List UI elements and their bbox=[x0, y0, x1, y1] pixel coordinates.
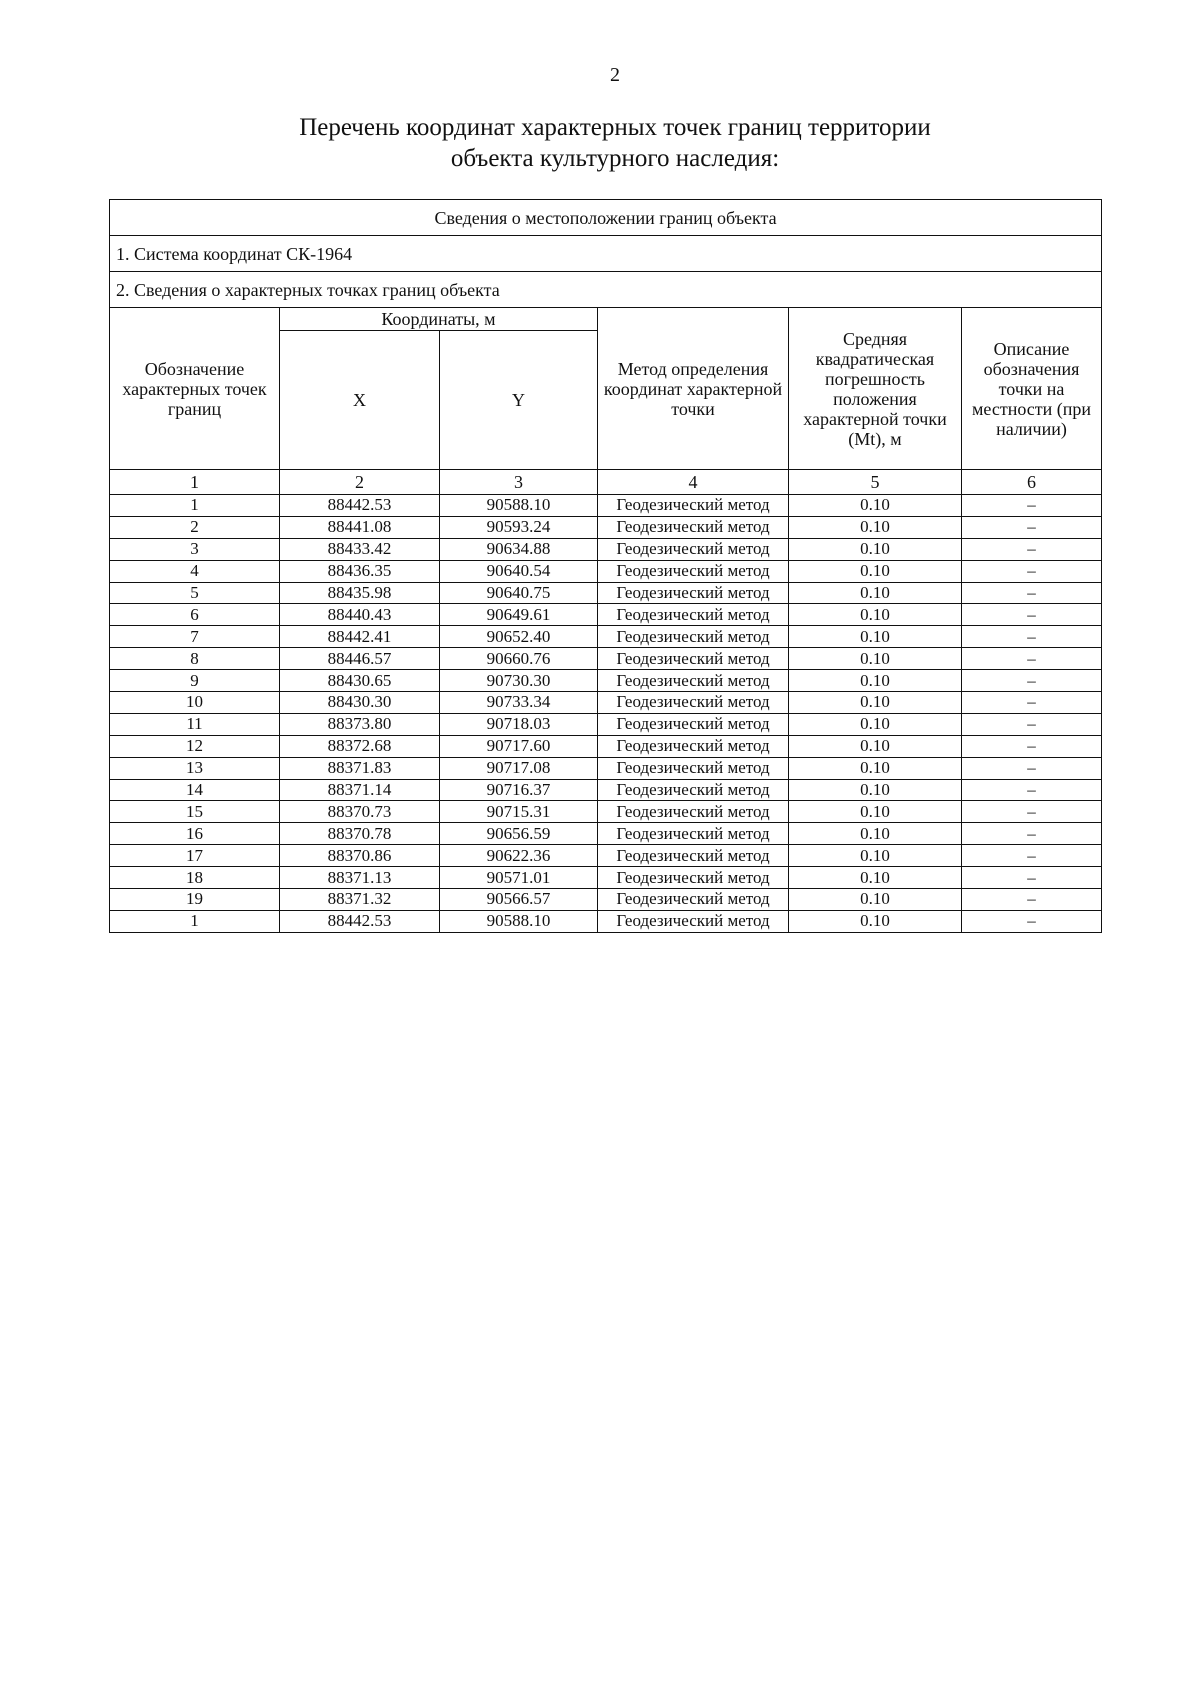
table-row bbox=[110, 516, 1102, 538]
cell-y: 90588.10 bbox=[440, 910, 598, 932]
cell-y: 90660.76 bbox=[440, 648, 598, 670]
column-number: 3 bbox=[440, 470, 598, 495]
cell-error: 0.10 bbox=[789, 560, 962, 582]
table-row bbox=[110, 779, 1102, 801]
cell-method: Геодезический метод bbox=[598, 692, 789, 714]
cell-error: 0.10 bbox=[789, 779, 962, 801]
coordinates-table bbox=[109, 199, 1102, 933]
cell-description: – bbox=[962, 516, 1102, 538]
cell-error: 0.10 bbox=[789, 713, 962, 735]
header-error: Средняя квадратическая погрешность положения характерной точки (Mt), м bbox=[789, 308, 962, 470]
cell-x: 88370.73 bbox=[280, 801, 440, 823]
cell-x: 88373.80 bbox=[280, 713, 440, 735]
section-title: Сведения о местоположении границ объекта bbox=[110, 200, 1102, 236]
cell-method: Геодезический метод bbox=[598, 779, 789, 801]
cell-description: – bbox=[962, 582, 1102, 604]
cell-error: 0.10 bbox=[789, 582, 962, 604]
cell-y: 90715.31 bbox=[440, 801, 598, 823]
column-number: 5 bbox=[789, 470, 962, 495]
cell-method: Геодезический метод bbox=[598, 867, 789, 889]
cell-point: 2 bbox=[110, 516, 280, 538]
cell-description: – bbox=[962, 604, 1102, 626]
cell-point: 4 bbox=[110, 560, 280, 582]
header-method: Метод определения координат характерной точки bbox=[598, 308, 789, 470]
cell-method: Геодезический метод bbox=[598, 560, 789, 582]
cell-x: 88370.86 bbox=[280, 845, 440, 867]
cell-x: 88433.42 bbox=[280, 538, 440, 560]
cell-y: 90718.03 bbox=[440, 713, 598, 735]
table-row bbox=[110, 713, 1102, 735]
table-row bbox=[110, 648, 1102, 670]
title-line-2: объекта культурного наследия: bbox=[450, 145, 780, 172]
cell-error: 0.10 bbox=[789, 538, 962, 560]
cell-x: 88371.14 bbox=[280, 779, 440, 801]
points-info: 2. Сведения о характерных точках границ объекта bbox=[110, 272, 1102, 308]
table-row bbox=[110, 670, 1102, 692]
cell-y: 90717.60 bbox=[440, 735, 598, 757]
header-coordinates: Координаты, м bbox=[280, 308, 598, 331]
cell-method: Геодезический метод bbox=[598, 648, 789, 670]
cell-description: – bbox=[962, 867, 1102, 889]
cell-method: Геодезический метод bbox=[598, 889, 789, 911]
column-numbers-row bbox=[110, 470, 1102, 495]
cell-y: 90730.30 bbox=[440, 670, 598, 692]
cell-description: – bbox=[962, 648, 1102, 670]
cell-error: 0.10 bbox=[789, 735, 962, 757]
cell-description: – bbox=[962, 801, 1102, 823]
table-row bbox=[110, 692, 1102, 714]
cell-x: 88442.53 bbox=[280, 495, 440, 517]
cell-point: 13 bbox=[110, 757, 280, 779]
cell-error: 0.10 bbox=[789, 516, 962, 538]
cell-y: 90588.10 bbox=[440, 495, 598, 517]
cell-y: 90640.54 bbox=[440, 560, 598, 582]
cell-error: 0.10 bbox=[789, 604, 962, 626]
cell-description: – bbox=[962, 560, 1102, 582]
cell-point: 11 bbox=[110, 713, 280, 735]
cell-y: 90640.75 bbox=[440, 582, 598, 604]
table-row bbox=[110, 538, 1102, 560]
cell-x: 88370.78 bbox=[280, 823, 440, 845]
cell-x: 88372.68 bbox=[280, 735, 440, 757]
cell-point: 5 bbox=[110, 582, 280, 604]
table-row bbox=[110, 845, 1102, 867]
cell-y: 90566.57 bbox=[440, 889, 598, 911]
cell-method: Геодезический метод bbox=[598, 801, 789, 823]
cell-y: 90593.24 bbox=[440, 516, 598, 538]
cell-method: Геодезический метод bbox=[598, 757, 789, 779]
cell-method: Геодезический метод bbox=[598, 582, 789, 604]
cell-error: 0.10 bbox=[789, 692, 962, 714]
cell-x: 88435.98 bbox=[280, 582, 440, 604]
cell-description: – bbox=[962, 495, 1102, 517]
document-title bbox=[0, 112, 1200, 174]
cell-method: Геодезический метод bbox=[598, 845, 789, 867]
cell-x: 88371.32 bbox=[280, 889, 440, 911]
cell-description: – bbox=[962, 757, 1102, 779]
column-number: 4 bbox=[598, 470, 789, 495]
cell-point: 17 bbox=[110, 845, 280, 867]
cell-x: 88436.35 bbox=[280, 560, 440, 582]
table-row bbox=[110, 735, 1102, 757]
cell-description: – bbox=[962, 910, 1102, 932]
cell-point: 12 bbox=[110, 735, 280, 757]
cell-y: 90571.01 bbox=[440, 867, 598, 889]
cell-method: Геодезический метод bbox=[598, 604, 789, 626]
table-row bbox=[110, 757, 1102, 779]
cell-method: Геодезический метод bbox=[598, 495, 789, 517]
table-row bbox=[110, 823, 1102, 845]
cell-x: 88441.08 bbox=[280, 516, 440, 538]
header-designation: Обозначение характерных точек границ bbox=[110, 308, 280, 470]
header-description: Описание обозначения точки на местности (при наличии) bbox=[962, 308, 1102, 470]
cell-point: 1 bbox=[110, 910, 280, 932]
cell-method: Геодезический метод bbox=[598, 735, 789, 757]
table-row bbox=[110, 867, 1102, 889]
cell-error: 0.10 bbox=[789, 845, 962, 867]
cell-error: 0.10 bbox=[789, 648, 962, 670]
cell-method: Геодезический метод bbox=[598, 538, 789, 560]
cell-description: – bbox=[962, 538, 1102, 560]
cell-y: 90716.37 bbox=[440, 779, 598, 801]
table-row bbox=[110, 910, 1102, 932]
cell-error: 0.10 bbox=[789, 867, 962, 889]
table-row bbox=[110, 582, 1102, 604]
cell-method: Геодезический метод bbox=[598, 713, 789, 735]
cell-description: – bbox=[962, 735, 1102, 757]
cell-description: – bbox=[962, 779, 1102, 801]
cell-method: Геодезический метод bbox=[598, 823, 789, 845]
cell-x: 88442.53 bbox=[280, 910, 440, 932]
cell-description: – bbox=[962, 845, 1102, 867]
cell-point: 10 bbox=[110, 692, 280, 714]
cell-method: Геодезический метод bbox=[598, 670, 789, 692]
cell-error: 0.10 bbox=[789, 889, 962, 911]
title-line-1: Перечень координат характерных точек границ территории bbox=[299, 114, 931, 141]
cell-point: 3 bbox=[110, 538, 280, 560]
cell-description: – bbox=[962, 713, 1102, 735]
table-row bbox=[110, 495, 1102, 517]
cell-error: 0.10 bbox=[789, 823, 962, 845]
cell-point: 14 bbox=[110, 779, 280, 801]
page-number: 2 bbox=[610, 64, 620, 86]
table-row bbox=[110, 801, 1102, 823]
cell-point: 7 bbox=[110, 626, 280, 648]
column-number: 1 bbox=[110, 470, 280, 495]
cell-description: – bbox=[962, 670, 1102, 692]
cell-y: 90717.08 bbox=[440, 757, 598, 779]
cell-x: 88440.43 bbox=[280, 604, 440, 626]
cell-x: 88430.30 bbox=[280, 692, 440, 714]
cell-method: Геодезический метод bbox=[598, 626, 789, 648]
cell-error: 0.10 bbox=[789, 910, 962, 932]
table-row bbox=[110, 626, 1102, 648]
cell-x: 88446.57 bbox=[280, 648, 440, 670]
cell-x: 88371.83 bbox=[280, 757, 440, 779]
cell-y: 90656.59 bbox=[440, 823, 598, 845]
cell-y: 90649.61 bbox=[440, 604, 598, 626]
cell-error: 0.10 bbox=[789, 801, 962, 823]
cell-point: 16 bbox=[110, 823, 280, 845]
cell-description: – bbox=[962, 823, 1102, 845]
cell-x: 88371.13 bbox=[280, 867, 440, 889]
cell-point: 6 bbox=[110, 604, 280, 626]
cell-method: Геодезический метод bbox=[598, 910, 789, 932]
cell-y: 90652.40 bbox=[440, 626, 598, 648]
cell-y: 90622.36 bbox=[440, 845, 598, 867]
cell-point: 18 bbox=[110, 867, 280, 889]
cell-description: – bbox=[962, 889, 1102, 911]
column-number: 2 bbox=[280, 470, 440, 495]
header-x: X bbox=[280, 331, 440, 470]
cell-point: 8 bbox=[110, 648, 280, 670]
cell-point: 19 bbox=[110, 889, 280, 911]
column-number: 6 bbox=[962, 470, 1102, 495]
cell-point: 9 bbox=[110, 670, 280, 692]
cell-error: 0.10 bbox=[789, 757, 962, 779]
cell-y: 90634.88 bbox=[440, 538, 598, 560]
cell-point: 1 bbox=[110, 495, 280, 517]
table-row bbox=[110, 604, 1102, 626]
coordinate-system: 1. Система координат СК-1964 bbox=[110, 236, 1102, 272]
cell-x: 88442.41 bbox=[280, 626, 440, 648]
cell-description: – bbox=[962, 692, 1102, 714]
table-row bbox=[110, 889, 1102, 911]
cell-description: – bbox=[962, 626, 1102, 648]
cell-error: 0.10 bbox=[789, 495, 962, 517]
cell-point: 15 bbox=[110, 801, 280, 823]
cell-error: 0.10 bbox=[789, 670, 962, 692]
header-y: Y bbox=[440, 331, 598, 470]
cell-error: 0.10 bbox=[789, 626, 962, 648]
table-row bbox=[110, 560, 1102, 582]
cell-x: 88430.65 bbox=[280, 670, 440, 692]
cell-method: Геодезический метод bbox=[598, 516, 789, 538]
cell-y: 90733.34 bbox=[440, 692, 598, 714]
